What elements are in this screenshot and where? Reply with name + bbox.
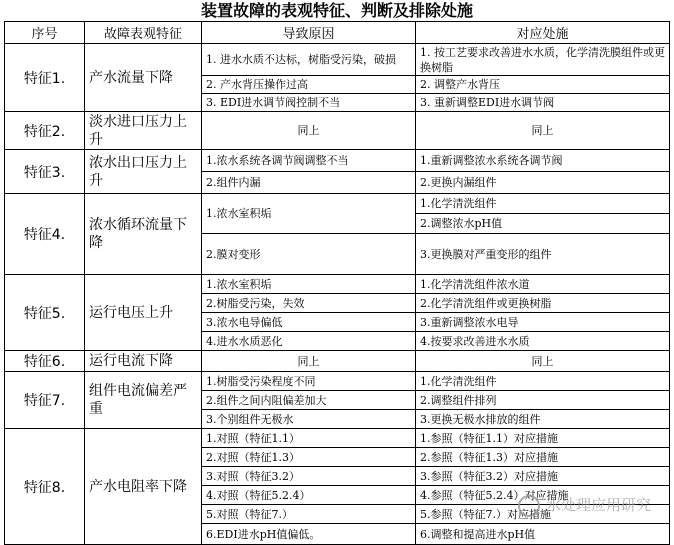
symptom-cell: 运行电压上升 xyxy=(85,275,202,351)
cause-cell: 1.浓水室积垢 xyxy=(202,194,416,234)
symptom-cell: 浓水出口压力上升 xyxy=(85,150,202,194)
remedy-cell: 1. 按工艺要求改善进水水质，化学清洗膜组件或更换树脂 xyxy=(416,44,670,76)
row-id: 特征7. xyxy=(5,372,85,429)
table-row xyxy=(5,429,670,448)
remedy-cell: 1.重新调整浓水系统各调节阀 xyxy=(416,150,670,172)
remedy-cell: 2.更换内漏组件 xyxy=(416,172,670,194)
remedy-cell: 4.按要求改善进水水质 xyxy=(416,332,670,351)
remedy-cell: 3.参照（特征3.2）对应措施 xyxy=(416,467,670,486)
wechat-logo-icon xyxy=(518,495,540,517)
row-id: 特征6. xyxy=(5,351,85,372)
remedy-cell: 3.重新调整浓水电导 xyxy=(416,313,670,332)
row-id: 特征4. xyxy=(5,194,85,275)
cause-cell: 2.树脂受污染，失效 xyxy=(202,294,416,313)
cause-cell: 2.膜对变形 xyxy=(202,234,416,275)
row-id: 特征3. xyxy=(5,150,85,194)
table-row xyxy=(5,150,670,172)
cause-cell: 1.浓水室积垢 xyxy=(202,275,416,294)
fault-table xyxy=(4,21,670,545)
header-remedy: 对应处施 xyxy=(416,22,670,44)
table-row xyxy=(5,275,670,294)
table-row xyxy=(5,372,670,391)
cause-cell: 3.个别组件无极水 xyxy=(202,410,416,429)
header-row xyxy=(5,22,670,44)
row-id: 特征5. xyxy=(5,275,85,351)
remedy-cell: 3.更换膜对严重变形的组件 xyxy=(416,234,670,275)
cause-cell: 2.组件之间内阻偏差加大 xyxy=(202,391,416,410)
cause-cell: 1.浓水系统各调节阀调整不当 xyxy=(202,150,416,172)
cause-cell: 2. 产水背压操作过高 xyxy=(202,76,416,94)
remedy-cell: 2. 调整产水背压 xyxy=(416,76,670,94)
cause-cell: 1.树脂受污染程度不同 xyxy=(202,372,416,391)
cause-cell: 同上 xyxy=(202,351,416,372)
remedy-cell: 2.参照（特征1.3）对应措施 xyxy=(416,448,670,467)
watermark-text: 水处理应用研究 xyxy=(546,496,652,514)
cause-cell: 6.EDI进水pH值偏低。 xyxy=(202,524,416,545)
cause-cell: 3. EDI进水调节阀控制不当 xyxy=(202,94,416,112)
row-id: 特征2. xyxy=(5,112,85,150)
remedy-cell: 4.参照（特征5.2.4）对应措施 xyxy=(416,486,670,505)
remedy-cell: 1.化学清洗组件浓水道 xyxy=(416,275,670,294)
symptom-cell: 产水流量下降 xyxy=(85,44,202,112)
remedy-cell: 3.更换无极水排放的组件 xyxy=(416,410,670,429)
symptom-cell: 浓水循环流量下降 xyxy=(85,194,202,275)
remedy-cell: 6.调整和提高进水pH值 xyxy=(416,524,670,545)
cause-cell: 2.对照（特征1.3） xyxy=(202,448,416,467)
symptom-cell: 组件电流偏差严重 xyxy=(85,372,202,429)
cause-cell: 同上 xyxy=(202,112,416,150)
watermark xyxy=(518,494,651,517)
row-id: 特征1. xyxy=(5,44,85,112)
remedy-cell: 1.参照（特征1.1）对应措施 xyxy=(416,429,670,448)
remedy-cell: 5.参照（特征7.）对应措施 xyxy=(416,505,670,524)
remedy-cell: 1.化学清洗组件 xyxy=(416,372,670,391)
remedy-cell: 1.化学清洗组件 xyxy=(416,194,670,214)
cause-cell: 1. 进水水质不达标，树脂受污染，破损 xyxy=(202,44,416,76)
symptom-cell: 淡水进口压力上升 xyxy=(85,112,202,150)
symptom-cell: 运行电流下降 xyxy=(85,351,202,372)
remedy-cell: 2.调整组件排列 xyxy=(416,391,670,410)
remedy-cell: 同上 xyxy=(416,112,670,150)
table-row xyxy=(5,112,670,150)
fault-table-body xyxy=(5,22,670,545)
cause-cell: 3.对照（特征3.2） xyxy=(202,467,416,486)
table-row xyxy=(5,194,670,214)
header-symptom: 故障表观特征 xyxy=(85,22,202,44)
cause-cell: 3.浓水电导偏低 xyxy=(202,313,416,332)
header-id: 序号 xyxy=(5,22,85,44)
cause-cell: 2.组件内漏 xyxy=(202,172,416,194)
cause-cell: 4.对照（特征5.2.4） xyxy=(202,486,416,505)
symptom-cell: 产水电阻率下降 xyxy=(85,429,202,545)
cause-cell: 5.对照（特征7.） xyxy=(202,505,416,524)
remedy-cell: 2.化学清洗组件或更换树脂 xyxy=(416,294,670,313)
header-cause: 导致原因 xyxy=(202,22,416,44)
row-id: 特征8. xyxy=(5,429,85,545)
table-row xyxy=(5,351,670,372)
remedy-cell: 3. 重新调整EDI进水调节阀 xyxy=(416,94,670,112)
page-title: 装置故障的表观特征、判断及排除处施 xyxy=(200,1,473,20)
remedy-cell: 2.调整浓水pH值 xyxy=(416,214,670,234)
table-row xyxy=(5,44,670,76)
remedy-cell: 同上 xyxy=(416,351,670,372)
cause-cell: 1.对照（特征1.1） xyxy=(202,429,416,448)
cause-cell: 4.进水水质恶化 xyxy=(202,332,416,351)
